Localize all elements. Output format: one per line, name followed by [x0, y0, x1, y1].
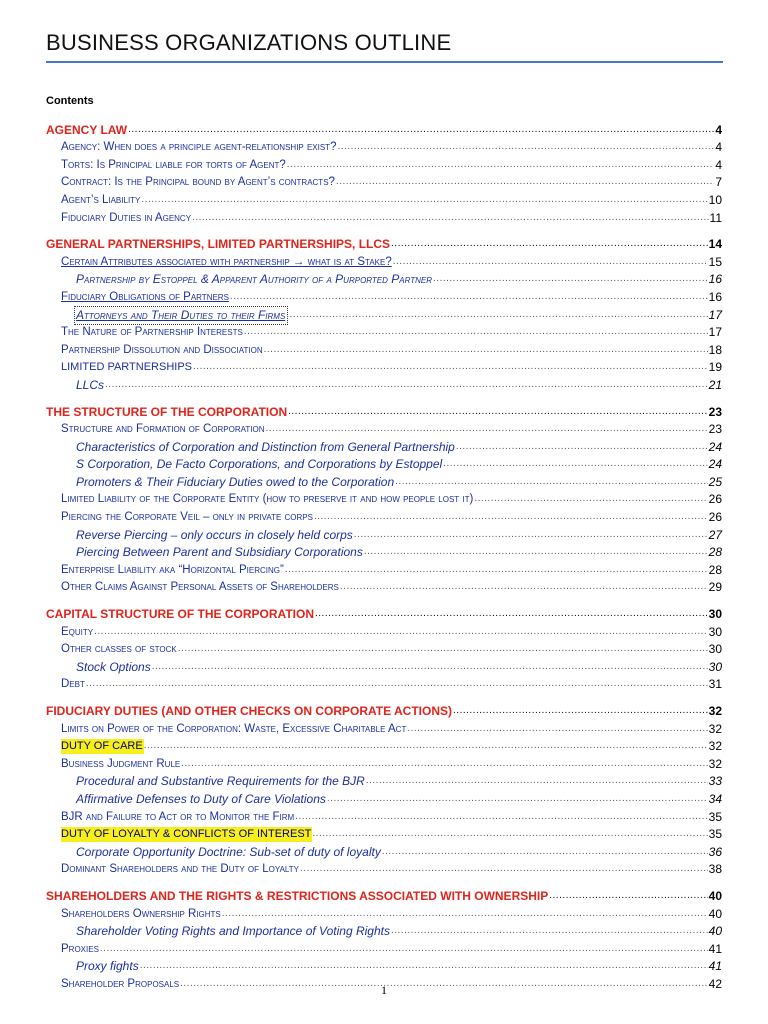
document-title: BUSINESS ORGANIZATIONS OUTLINE — [46, 30, 452, 55]
toc-entry[interactable] — [46, 772, 722, 790]
toc-page-number: 33 — [708, 774, 722, 789]
toc-page-number: 38 — [708, 862, 722, 877]
toc-dot-leader — [288, 405, 708, 420]
toc-section-entry[interactable] — [46, 402, 722, 420]
toc-dot-leader — [244, 325, 708, 340]
toc-entry[interactable] — [46, 922, 722, 940]
toc-entry[interactable] — [46, 490, 722, 508]
toc-dot-leader — [181, 757, 707, 772]
toc-entry-title: Shareholder Proposals — [61, 977, 180, 990]
toc-entry[interactable] — [46, 825, 722, 843]
toc-entry[interactable] — [46, 789, 722, 807]
toc-entry-title: BJR and Failure to Act or to Monitor the Firm — [61, 810, 295, 823]
toc-page-number: 35 — [708, 809, 722, 824]
toc-page-number: 19 — [708, 360, 722, 375]
toc-dot-leader — [327, 792, 708, 807]
toc-page-number: 32 — [708, 704, 722, 718]
toc-dot-leader — [265, 422, 707, 437]
toc-page-number: 40 — [708, 906, 722, 921]
toc-page-number: 41 — [708, 959, 722, 974]
toc-entry-title: FIDUCIARY DUTIES (AND OTHER CHECKS ON CORPORATE ACTIONS) — [46, 704, 453, 718]
toc-dot-leader — [366, 774, 708, 789]
toc-entry-title: Other classes of stock — [61, 643, 177, 656]
toc-page-number: 26 — [708, 510, 722, 525]
toc-entry-title: Certain Attributes associated with partnership → what is at Stake? — [61, 255, 392, 268]
toc-entry[interactable] — [46, 190, 722, 208]
toc-dot-leader — [314, 510, 708, 525]
toc-entry[interactable] — [46, 578, 722, 596]
toc-entry-title: Debt — [61, 678, 85, 691]
toc-entry[interactable] — [46, 675, 722, 693]
toc-dot-leader — [312, 827, 707, 842]
toc-page-number: 24 — [708, 457, 722, 472]
toc-entry[interactable] — [46, 525, 722, 543]
toc-entry-title: Business Judgment Rule — [61, 757, 181, 770]
toc-entry[interactable] — [46, 173, 722, 191]
toc-entry[interactable] — [46, 904, 722, 922]
toc-dot-leader — [152, 660, 708, 675]
toc-page-number: 25 — [708, 474, 722, 489]
toc-entry-title: Reverse Piercing – only occurs in closely held corps — [76, 527, 353, 542]
toc-entry[interactable] — [46, 737, 722, 755]
toc-dot-leader — [144, 739, 708, 754]
toc-entry-title: Proxy fights — [76, 959, 139, 974]
toc-page-number: 4 — [715, 122, 722, 137]
toc-entry[interactable] — [46, 270, 722, 288]
toc-entry-title: The Nature of Partnership Interests — [61, 326, 243, 339]
toc-dot-leader — [407, 722, 707, 737]
toc-dot-leader — [94, 625, 708, 640]
toc-entry-title: Stock Options — [76, 659, 151, 674]
toc-entry-title: S Corporation, De Facto Corporations, and Corporations by Estoppel — [76, 457, 443, 472]
toc-entry-title: Corporate Opportunity Doctrine: Sub-set of duty of loyalty — [76, 844, 381, 859]
toc-entry-title: Contract: Is the Principal bound by Agent’s contracts? — [61, 176, 335, 189]
toc-entry-title: Agency: When does a principle agent-relationship exist? — [61, 141, 337, 154]
toc-entry-title: Shareholder Voting Rights and Importance of Voting Rights — [76, 924, 390, 939]
toc-entry-title: Shareholders Ownership Rights — [61, 907, 221, 920]
toc-entry[interactable] — [46, 842, 722, 860]
toc-page-number: 32 — [708, 756, 722, 771]
toc-entry[interactable] — [46, 860, 722, 878]
toc-entry-title: Partnership by Estoppel & Apparent Authority of a Purported Partner — [76, 272, 433, 287]
toc-dot-leader — [453, 704, 708, 719]
toc-section-entry[interactable] — [46, 120, 722, 138]
toc-dot-leader — [105, 378, 708, 393]
toc-page-number: 31 — [708, 677, 722, 692]
toc-dot-leader — [128, 123, 714, 138]
toc-entry[interactable] — [46, 507, 722, 525]
toc-page-number: 4 — [715, 140, 722, 155]
toc-dot-leader — [549, 889, 707, 904]
toc-page-number: 32 — [708, 721, 722, 736]
toc-dot-leader — [86, 677, 708, 692]
toc-entry[interactable] — [46, 472, 722, 490]
toc-entry-title: Limits on Power of the Corporation: Waste, Excessive Charitable Act — [61, 722, 407, 735]
toc-entry-title: AGENCY LAW — [46, 122, 128, 137]
toc-page-number: 28 — [708, 562, 722, 577]
toc-entry-title: Fiduciary Duties in Agency — [61, 211, 192, 224]
toc-entry[interactable] — [46, 287, 722, 305]
toc-dot-leader — [315, 607, 708, 622]
toc-section-entry[interactable] — [46, 604, 722, 622]
toc-entry[interactable] — [46, 754, 722, 772]
toc-dot-leader — [178, 642, 708, 657]
toc-page-number: 30 — [708, 624, 722, 639]
contents-heading: Contents — [46, 95, 94, 107]
toc-entry-title: Proxies — [61, 942, 99, 955]
toc-entry[interactable] — [46, 420, 722, 438]
toc-dot-leader — [382, 845, 708, 860]
toc-entry[interactable] — [46, 719, 722, 737]
toc-page-number: 27 — [708, 527, 722, 542]
toc-entry-title: Torts: Is Principal liable for torts of Agent? — [61, 158, 286, 171]
toc-page-number: 34 — [708, 791, 722, 806]
toc-dot-leader — [140, 959, 708, 974]
toc-page-number: 29 — [708, 580, 722, 595]
toc-page-number: 32 — [708, 739, 722, 754]
toc-page-number: 18 — [708, 342, 722, 357]
toc-dot-leader — [391, 237, 708, 252]
toc-dot-leader — [443, 457, 707, 472]
toc-page-number: 42 — [708, 976, 722, 991]
toc-entry[interactable] — [46, 138, 722, 156]
toc-entry[interactable] — [46, 455, 722, 473]
page-number: 1 — [381, 983, 387, 997]
toc-entry[interactable] — [46, 437, 722, 455]
toc-entry[interactable] — [46, 323, 722, 341]
toc-dot-leader — [433, 272, 708, 287]
toc-dot-leader — [287, 158, 715, 173]
toc-dot-leader — [336, 175, 714, 190]
toc-dot-leader — [354, 528, 708, 543]
toc-dot-leader — [300, 862, 708, 877]
toc-page-number: 30 — [708, 607, 722, 622]
toc-entry-title: Limited Liability of the Corporate Entity (how to preserve it and how people lost it) — [61, 493, 474, 506]
toc-entry-title: Piercing Between Parent and Subsidiary Corporations — [76, 545, 363, 560]
toc-page-number: 35 — [708, 827, 722, 842]
toc-entry[interactable] — [46, 208, 722, 226]
toc-entry[interactable] — [46, 543, 722, 561]
toc-entry-title: Agent’s Liability — [61, 193, 141, 206]
toc-entry[interactable] — [46, 939, 722, 957]
toc-section-entry[interactable] — [46, 701, 722, 719]
toc-entry[interactable] — [46, 340, 722, 358]
toc-dot-leader — [364, 545, 708, 560]
toc-entry[interactable] — [46, 640, 722, 658]
toc-dot-leader — [222, 907, 708, 922]
toc-dot-leader — [264, 343, 708, 358]
toc-dot-leader — [285, 563, 708, 578]
toc-page-number: 17 — [708, 325, 722, 340]
toc-entry-title: Equity — [61, 625, 94, 638]
toc-entry-title: Procedural and Substantive Requirements for the BJR — [76, 774, 365, 789]
table-of-contents — [46, 120, 722, 992]
toc-page-number: 7 — [715, 175, 722, 190]
toc-page-number: 24 — [708, 439, 722, 454]
toc-entry-title: Partnership Dissolution and Dissociation — [61, 343, 263, 356]
toc-entry[interactable] — [46, 622, 722, 640]
toc-page-number: 23 — [708, 422, 722, 437]
toc-page-number: 14 — [708, 237, 722, 252]
toc-entry-title: Piercing the Corporate Veil – only in private corps — [61, 511, 313, 524]
toc-page-number: 4 — [715, 157, 722, 172]
toc-page-number: 40 — [708, 924, 722, 939]
toc-page-number: 23 — [708, 404, 722, 419]
toc-section-entry[interactable] — [46, 235, 722, 253]
toc-page-number: 40 — [708, 888, 722, 903]
toc-entry[interactable] — [46, 807, 722, 825]
toc-dot-leader — [230, 290, 708, 305]
title-underline-rule — [46, 61, 723, 63]
toc-page-number: 30 — [708, 642, 722, 657]
toc-entry[interactable] — [46, 155, 722, 173]
toc-page-number: 28 — [708, 545, 722, 560]
toc-entry-title: DUTY OF CARE — [61, 740, 143, 753]
toc-page-number: 36 — [708, 844, 722, 859]
toc-entry[interactable] — [46, 252, 722, 270]
toc-section-entry[interactable] — [46, 886, 722, 904]
toc-page-number: 11 — [709, 210, 722, 225]
toc-entry-title: Enterprise Liability aka “Horizontal Piercing” — [61, 563, 284, 576]
toc-page-number: 30 — [708, 659, 722, 674]
toc-entry-title: Characteristics of Corporation and Distinction from General Partnership — [76, 439, 455, 454]
toc-entry-title: LLCs — [76, 377, 105, 392]
toc-entry-title: SHAREHOLDERS AND THE RIGHTS & RESTRICTIONS ASSOCIATED WITH OWNERSHIP — [46, 888, 549, 903]
toc-dot-leader — [474, 492, 707, 507]
toc-entry-title: GENERAL PARTNERSHIPS, LIMITED PARTNERSHIPS, LLCS — [46, 237, 391, 252]
toc-entry[interactable] — [46, 305, 722, 323]
toc-page-number: 15 — [708, 254, 722, 269]
toc-entry-title: Dominant Shareholders and the Duty of Loyalty — [61, 863, 300, 876]
toc-dot-leader — [295, 810, 707, 825]
toc-dot-leader — [340, 580, 708, 595]
toc-dot-leader — [286, 308, 707, 323]
toc-entry-title: Structure and Formation of Corporation — [61, 423, 265, 436]
toc-entry[interactable] — [46, 560, 722, 578]
toc-entry[interactable] — [46, 358, 722, 376]
toc-dot-leader — [393, 255, 708, 270]
toc-page-number: 16 — [708, 272, 722, 287]
toc-entry-title: Other Claims Against Personal Assets of Shareholders — [61, 581, 339, 594]
toc-page-number: 26 — [708, 492, 722, 507]
toc-page-number: 10 — [708, 192, 722, 207]
toc-entry-title: DUTY OF LOYALTY & CONFLICTS OF INTEREST — [61, 828, 312, 841]
toc-entry-title: LIMITED PARTNERSHIPS — [61, 361, 193, 374]
toc-page-number: 17 — [708, 307, 722, 322]
toc-dot-leader — [337, 140, 714, 155]
toc-dot-leader — [456, 440, 708, 455]
toc-entry[interactable] — [46, 657, 722, 675]
toc-dot-leader — [193, 360, 708, 375]
toc-dot-leader — [100, 942, 708, 957]
toc-entry-title: THE STRUCTURE OF THE CORPORATION — [46, 404, 288, 419]
toc-dot-leader — [141, 193, 707, 208]
toc-entry-title: Promoters & Their Fiduciary Duties owed to the Corporation — [76, 474, 395, 489]
toc-entry-title: CAPITAL STRUCTURE OF THE CORPORATION — [46, 607, 314, 622]
toc-page-number: 21 — [708, 377, 722, 392]
toc-entry-title: Attorneys and Their Duties to their Firms — [76, 307, 286, 322]
toc-page-number: 16 — [708, 289, 722, 304]
toc-dot-leader — [192, 211, 708, 226]
toc-entry[interactable] — [46, 957, 722, 975]
toc-entry[interactable] — [46, 375, 722, 393]
toc-entry-title: Fiduciary Obligations of Partners — [61, 290, 229, 303]
toc-dot-leader — [391, 924, 708, 939]
toc-page-number: 41 — [708, 941, 722, 956]
toc-dot-leader — [395, 475, 708, 490]
toc-entry-title: Affirmative Defenses to Duty of Care Violations — [76, 791, 326, 806]
